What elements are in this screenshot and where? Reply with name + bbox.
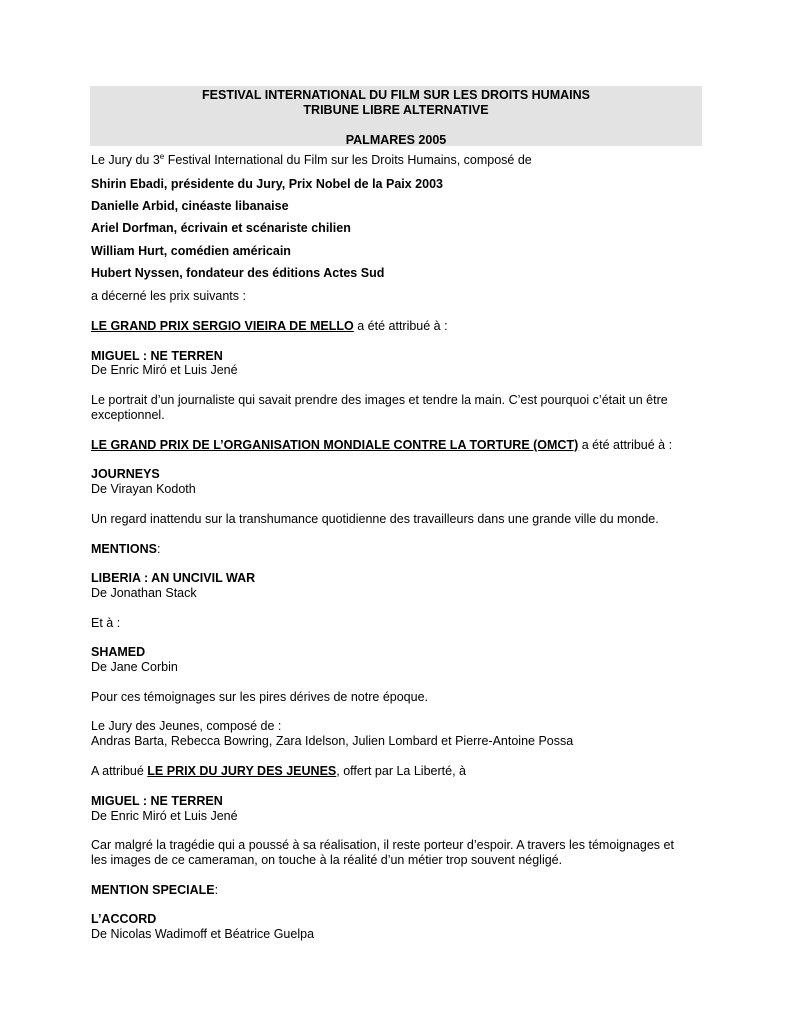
- prize-comment: les images de ce cameraman, on touche à la réalité d’un métier trop souvent négligé.: [91, 853, 563, 867]
- jury-intro: Le Jury du 3e Festival International du Film sur les Droits Humains, composé de: [91, 151, 532, 167]
- awarded-text: a décerné les prix suivants :: [91, 289, 246, 303]
- mentions-heading: MENTIONS:: [91, 542, 161, 556]
- special-mention-heading: MENTION SPECIALE:: [91, 883, 219, 897]
- film-title: MIGUEL : NE TERREN: [91, 349, 223, 363]
- and-text: Et à :: [91, 616, 121, 630]
- film-director: De Jane Corbin: [91, 660, 178, 674]
- jury-member: Danielle Arbid, cinéaste libanaise: [91, 199, 289, 213]
- jury-member: Shirin Ebadi, présidente du Jury, Prix Nobel de la Paix 2003: [91, 177, 443, 191]
- film-title: L’ACCORD: [91, 912, 157, 926]
- youth-prize-heading: A attribué LE PRIX DU JURY DES JEUNES, offert par La Liberté, à: [91, 764, 466, 778]
- film-director: De Enric Miró et Luis Jené: [91, 809, 238, 823]
- prize-comment: Le portrait d’un journaliste qui savait prendre des images et tendre la main. C’est pourquoi c’était un être: [91, 393, 668, 407]
- jury-member: William Hurt, comédien américain: [91, 244, 291, 258]
- grand-prix-heading: LE GRAND PRIX SERGIO VIEIRA DE MELLO a été attribué à :: [91, 319, 448, 333]
- film-director: De Nicolas Wadimoff et Béatrice Guelpa: [91, 927, 315, 941]
- film-title: SHAMED: [91, 645, 146, 659]
- festival-subtitle: TRIBUNE LIBRE ALTERNATIVE: [303, 103, 489, 117]
- omct-prize-heading: LE GRAND PRIX DE L’ORGANISATION MONDIALE CONTRE LA TORTURE (OMCT) a été attribué à :: [91, 438, 673, 452]
- prize-comment: Un regard inattendu sur la transhumance quotidienne des travailleurs dans une grande ville du monde.: [91, 512, 659, 526]
- jury-member: Ariel Dorfman, écrivain et scénariste chilien: [91, 221, 351, 235]
- youth-jury-intro: Le Jury des Jeunes, composé de :: [91, 719, 282, 733]
- festival-title: FESTIVAL INTERNATIONAL DU FILM SUR LES DROITS HUMAINS: [202, 88, 590, 102]
- prize-comment: Car malgré la tragédie qui a poussé à sa réalisation, il reste porteur d’espoir. A travers les témoignages et: [91, 838, 674, 852]
- film-director: De Jonathan Stack: [91, 586, 197, 600]
- film-title: LIBERIA : AN UNCIVIL WAR: [91, 571, 256, 585]
- mentions-comment: Pour ces témoignages sur les pires dérives de notre époque.: [91, 690, 428, 704]
- prize-comment: exceptionnel.: [91, 408, 165, 422]
- film-director: De Virayan Kodoth: [91, 482, 196, 496]
- youth-jury-members: Andras Barta, Rebecca Bowring, Zara Idelson, Julien Lombard et Pierre-Antoine Possa: [91, 734, 574, 748]
- film-director: De Enric Miró et Luis Jené: [91, 363, 238, 377]
- header-box: [90, 86, 702, 146]
- film-title: JOURNEYS: [91, 467, 160, 481]
- film-title: MIGUEL : NE TERREN: [91, 794, 223, 808]
- jury-member: Hubert Nyssen, fondateur des éditions Actes Sud: [91, 266, 385, 280]
- palmares-title: PALMARES 2005: [345, 133, 447, 147]
